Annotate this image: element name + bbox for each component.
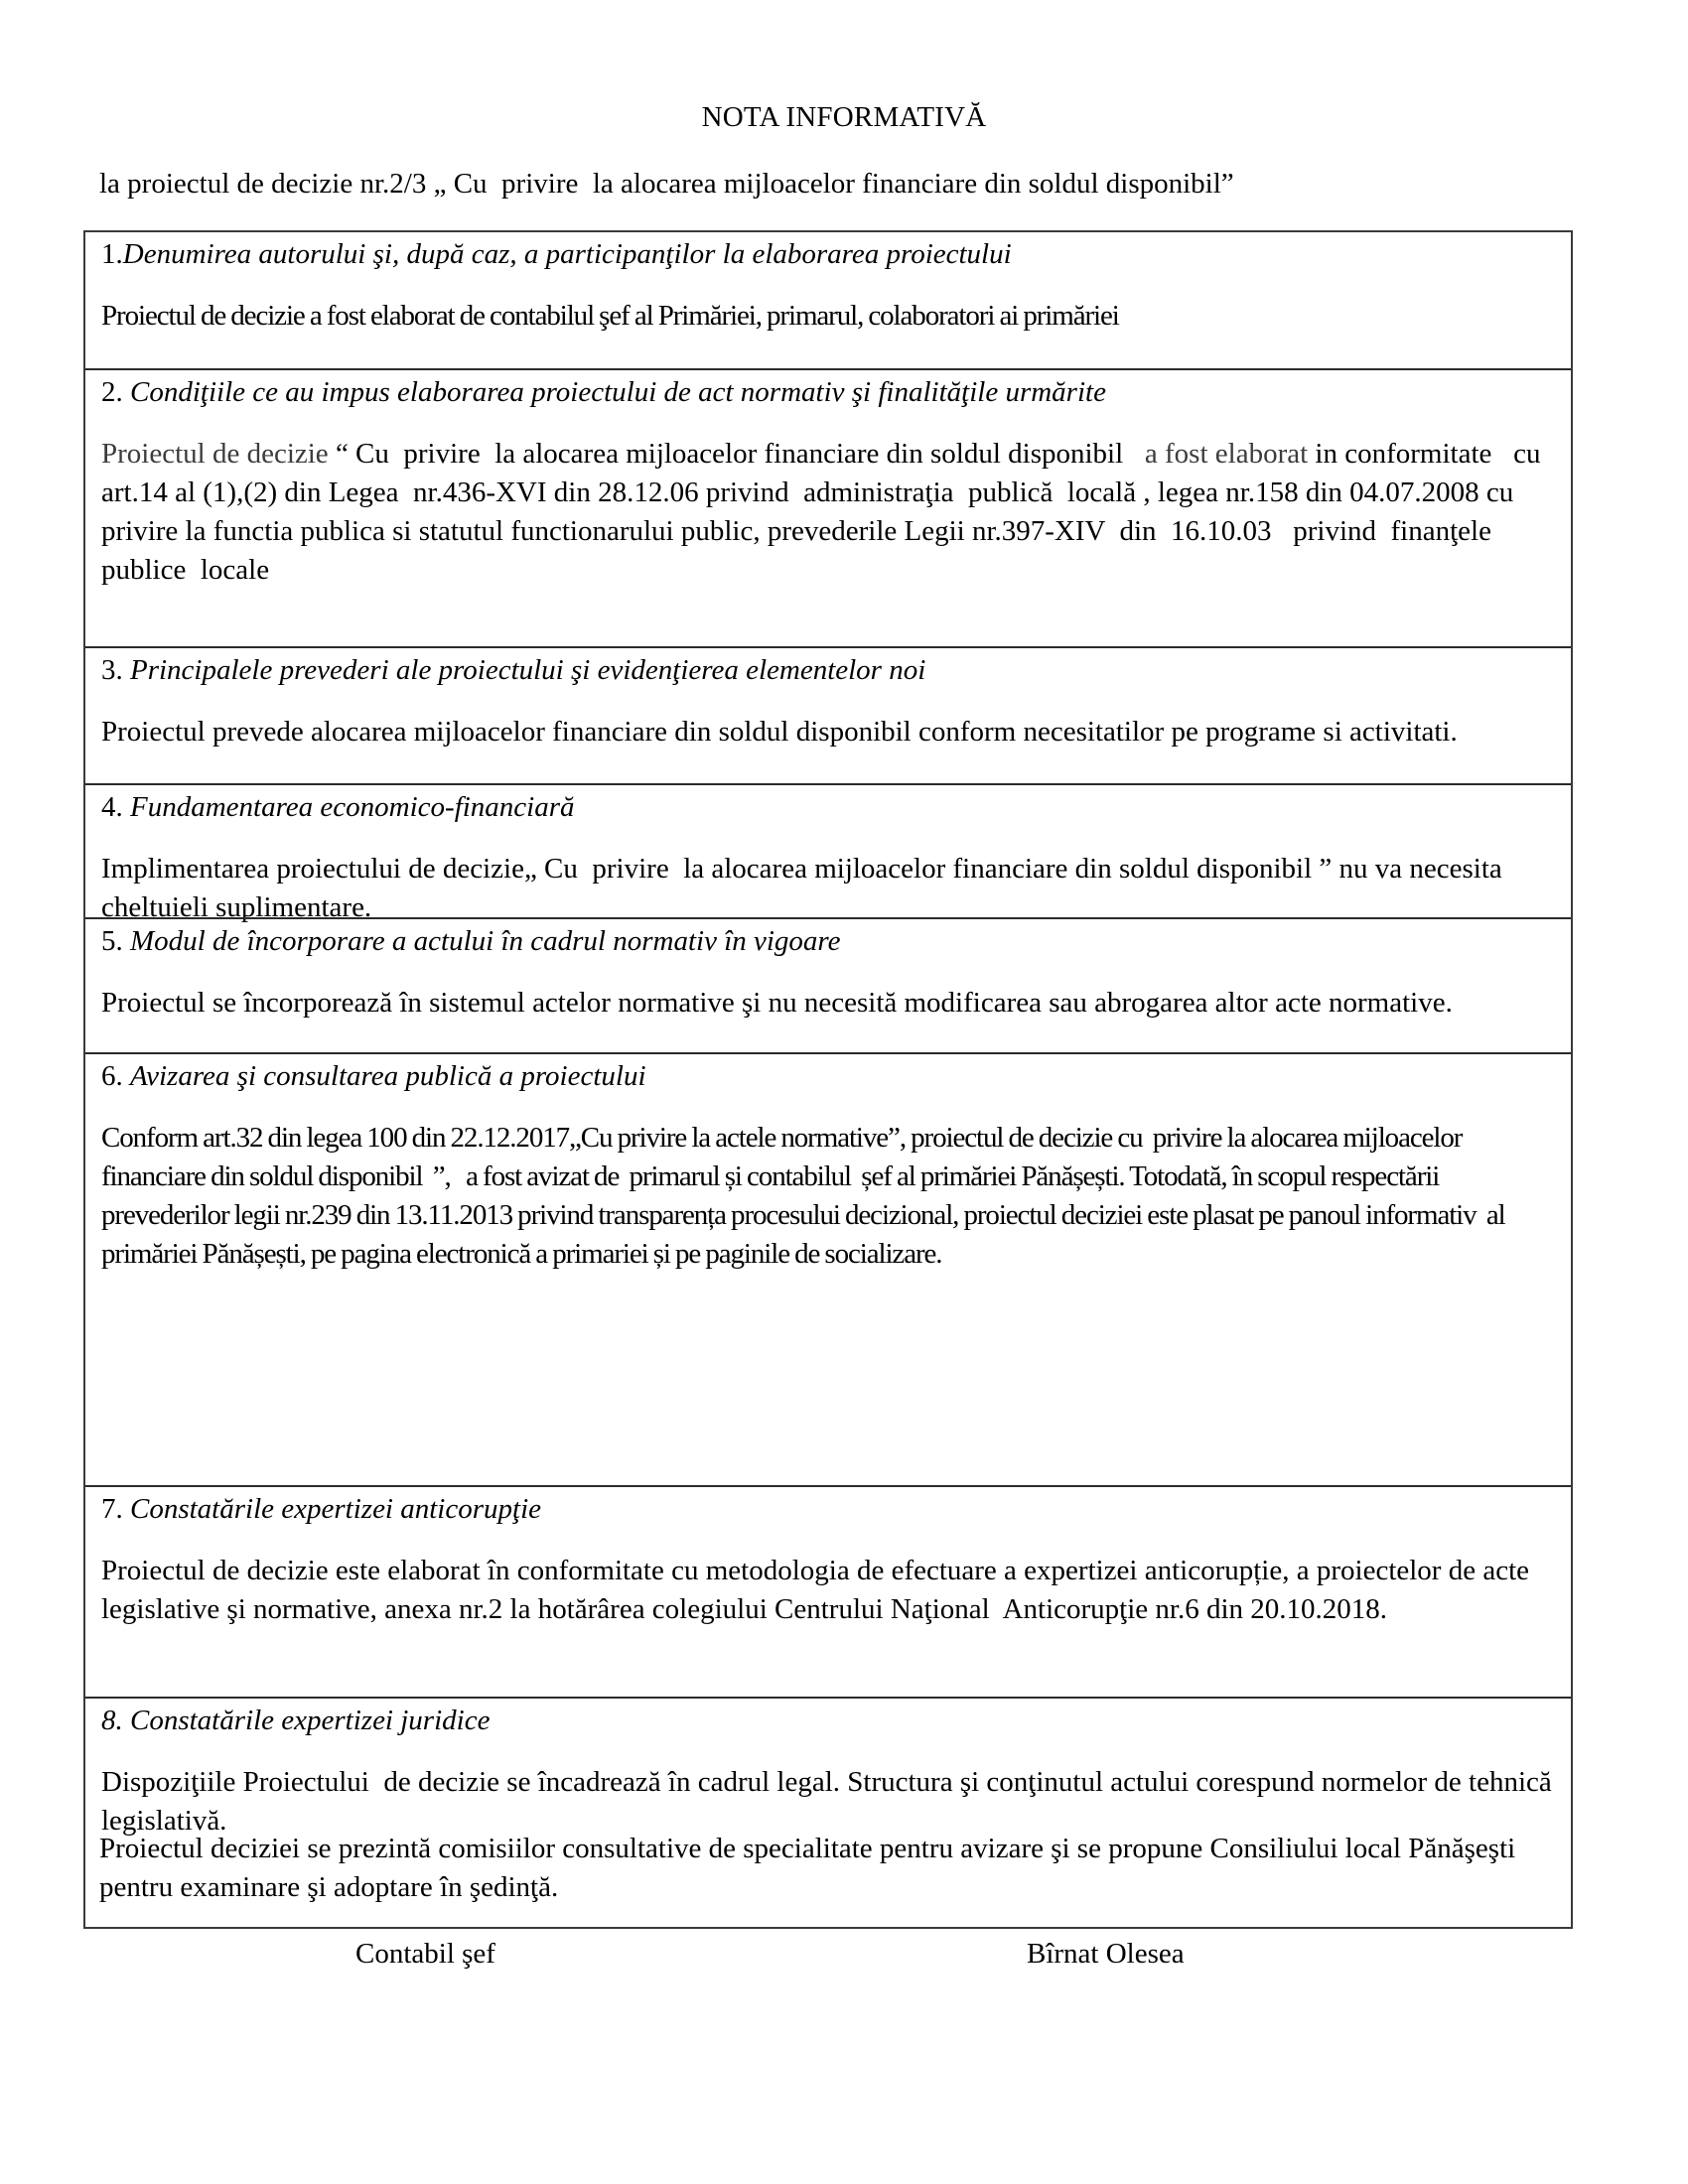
section-body: Proiectul de decizie este elaborat în conformitate cu metodologia de efectuare a expertizei anticorupție, a proiectelor de acte legislative şi normative, anexa nr.2 la hotărârea colegiului Centrului Naţional Anticorupţie nr.6 din 20.10.2018. [101,1555,1537,1625]
section-body [101,435,1555,590]
section-authors [85,236,1571,368]
section-heading [101,236,1555,272]
section-body: Proiectul de decizie a fost elaborat de contabilul şef al Primăriei, primarul, colaboratori ai primăriei [101,300,1119,332]
section-number: 5. [101,925,130,957]
section-financial-basis [85,783,1571,923]
section-title: Denumirea autorului şi, după caz, a participanţilor la elaborarea proiectului [122,238,1012,270]
section-number: 8. [101,1705,130,1736]
section-title: Condiţiile ce au impus elaborarea proiectului de act normativ şi finalităţile urmărite [130,376,1106,408]
section-heading [101,1703,1555,1738]
section-title: Modul de încorporare a actului în cadrul normativ în vigoare [130,925,841,957]
section-conditions [85,368,1571,646]
section-public-consultation [85,1052,1571,1485]
info-table [83,230,1573,1929]
section-number: 7. [101,1493,130,1525]
section-heading [101,789,1555,825]
section-number: 6. [101,1060,130,1092]
body-fragment: Proiectul de decizie [101,438,336,470]
section-body: Proiectul se încorporează în sistemul actelor normative şi nu necesită modificarea sau abrogarea altor acte normative. [101,987,1453,1019]
closing-paragraph: Proiectul deciziei se prezintă comisiilor consultative de specialitate pentru avizare şi se propune Consiliului local Pănăşeşti pentru examinare şi adoptare în şedinţă. [99,1833,1523,1903]
body-fragment: in conformitate cu art.14 al (1),(2) din Legea nr.436-XVI din 28.12.06 privind administraţia publică locală , legea nr.158 din 04.07.2008 cu privire la functia publica si statutul functionarului public, prevederile Legii nr.397-XIV din 16.10.03 privind finanţele publice locale [101,438,1556,586]
section-title: Constatările expertizei juridice [130,1705,491,1736]
section-number: 2. [101,376,130,408]
section-heading [101,652,1555,688]
section-number: 4. [101,791,130,823]
section-number: 1. [101,238,123,270]
section-title: Principalele prevederi ale proiectului şi evidenţierea elementelor noi [130,654,926,686]
section-body: Dispoziţiile Proiectului de decizie se încadrează în cadrul legal. Structura şi conţinutul actului corespund normelor de tehnică legislativă. [101,1766,1560,1837]
document-title: NOTA INFORMATIVĂ [701,101,987,133]
section-title: Constatările expertizei anticorupţie [130,1493,542,1525]
section-heading [101,374,1555,410]
body-fragment: “ Cu privire la alocarea mijloacelor financiare din soldul disponibil [335,438,1145,470]
section-body: Conform art.32 din legea 100 din 22.12.2017„Cu privire la actele normative”, proiectul de decizie cu privire la alocarea mijloacelor financiare din soldul disponibil ”, a fost avizat de primarul și contabilul șef al primăriei Pănășești. Totodată, în scopul respectării prevederilor legii nr.239 din 13.11.2013 privind transparența procesului decizional, proiectul deciziei este plasat pe panoul informativ al primăriei Pănășești, pe pagina electronică a primariei și pe paginile de socializare. [101,1122,1515,1270]
section-main-provisions [85,646,1571,783]
section-body: Implimentarea proiectului de decizie„ Cu privire la alocarea mijloacelor financiare din soldul disponibil ” nu va necesita cheltuieli suplimentare. [101,853,1510,923]
signatory-role: Contabil şef [355,1938,495,1970]
signatory-name: Bîrnat Olesea [1027,1938,1185,1970]
section-title: Avizarea şi consultarea publică a proiectului [130,1060,646,1092]
section-heading [101,1058,1555,1094]
section-anticorruption [85,1485,1571,1697]
section-incorporation [85,917,1571,1052]
document-subtitle: la proiectul de decizie nr.2/3 „ Cu privire la alocarea mijloacelor financiare din soldul disponibil” [99,168,1234,200]
section-heading [101,923,1555,959]
section-title: Fundamentarea economico-financiară [130,791,575,823]
body-fragment: a fost elaborat [1144,438,1309,470]
section-number: 3. [101,654,130,686]
section-heading [101,1491,1555,1527]
section-body: Proiectul prevede alocarea mijloacelor financiare din soldul disponibil conform necesitatilor pe programe si activitati. [101,716,1458,748]
